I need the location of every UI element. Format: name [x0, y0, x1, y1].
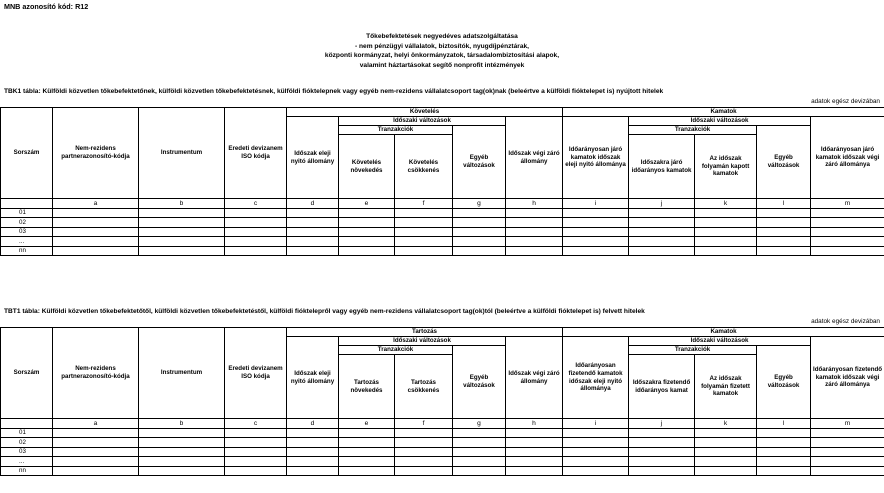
data-cell[interactable]	[811, 429, 884, 438]
letter-cell: m	[811, 419, 884, 429]
data-cell[interactable]	[629, 237, 695, 246]
group-header-transactions-interest: Tranzakciók	[629, 346, 757, 355]
col-header-sorszam: Sorszám	[1, 108, 53, 199]
data-cell[interactable]	[53, 457, 139, 466]
group-header-interest: Kamatok	[563, 328, 884, 337]
data-cell[interactable]	[287, 227, 339, 236]
report-title-line: Tőkebefektetések negyedéves adatszolgáltatása	[366, 33, 518, 40]
data-cell[interactable]	[757, 218, 811, 227]
letter-cell: i	[563, 199, 629, 209]
data-cell[interactable]	[506, 237, 563, 246]
group-header-period-interest: Időszaki változások	[629, 117, 811, 126]
letter-cell: g	[453, 199, 506, 209]
data-cell[interactable]	[757, 438, 811, 447]
col-header-partner: Nem-rezidens partnerazonosító-kódja	[53, 108, 139, 199]
data-cell[interactable]	[563, 438, 629, 447]
data-cell[interactable]	[695, 209, 757, 218]
group-header-transactions-interest: Tranzakciók	[629, 126, 757, 135]
data-cell[interactable]	[139, 218, 225, 227]
data-cell[interactable]	[453, 447, 506, 456]
data-cell[interactable]	[339, 438, 395, 447]
letter-cell: b	[139, 199, 225, 209]
data-cell[interactable]	[225, 429, 287, 438]
group-header-transactions: Tranzakciók	[339, 346, 453, 355]
data-cell[interactable]	[53, 466, 139, 475]
row-number: 02	[1, 218, 53, 227]
table-row	[1, 218, 884, 227]
col-header-d: Időszak eleji nyitó állomány	[287, 117, 339, 199]
row-number: 03	[1, 447, 53, 456]
data-cell[interactable]	[139, 237, 225, 246]
data-cell[interactable]	[695, 447, 757, 456]
col-header-g: Egyéb változások	[453, 126, 506, 199]
letter-cell: j	[629, 419, 695, 429]
data-cell[interactable]	[53, 227, 139, 236]
letter-cell: f	[395, 199, 453, 209]
data-cell[interactable]	[695, 466, 757, 475]
data-cell[interactable]	[395, 457, 453, 466]
letter-cell: c	[225, 199, 287, 209]
letter-cell: k	[695, 199, 757, 209]
data-cell[interactable]	[53, 209, 139, 218]
data-cell[interactable]	[453, 227, 506, 236]
col-header-i: Időarányosan fizetendő kamatok időszak eleji nyitó állománya	[563, 337, 629, 419]
data-cell[interactable]	[339, 227, 395, 236]
data-cell[interactable]	[757, 429, 811, 438]
data-cell[interactable]	[453, 237, 506, 246]
data-cell[interactable]	[563, 218, 629, 227]
letter-cell: h	[506, 199, 563, 209]
row-number: nn	[1, 466, 53, 475]
data-cell[interactable]	[339, 447, 395, 456]
data-cell[interactable]	[629, 227, 695, 236]
data-cell[interactable]	[811, 438, 884, 447]
data-cell[interactable]	[453, 218, 506, 227]
data-cell[interactable]	[506, 246, 563, 255]
data-cell[interactable]	[287, 447, 339, 456]
letter-cell: d	[287, 419, 339, 429]
group-header-main: Követelés	[287, 108, 563, 117]
data-cell[interactable]	[395, 466, 453, 475]
data-cell[interactable]	[563, 246, 629, 255]
row-number: 01	[1, 209, 53, 218]
data-cell[interactable]	[395, 447, 453, 456]
data-cell[interactable]	[563, 237, 629, 246]
data-cell[interactable]	[287, 246, 339, 255]
table-row	[1, 447, 884, 456]
data-cell[interactable]	[53, 447, 139, 456]
data-cell[interactable]	[506, 209, 563, 218]
data-cell[interactable]	[757, 457, 811, 466]
data-cell[interactable]	[506, 438, 563, 447]
table-title-tbk1: TBK1 tábla: Külföldi közvetlen tőkebefektetőnek, külföldi közvetlen tőkebefektetésnek, külföldi fióktelepnek vagy egyéb nem-rezidens vállalatcsoport tag(ok)nak (beleértve a külföldi fióktelepet is) nyújtott hitelek	[4, 88, 664, 95]
data-cell[interactable]	[339, 246, 395, 255]
row-number: 03	[1, 227, 53, 236]
data-cell[interactable]	[757, 237, 811, 246]
data-cell[interactable]	[339, 218, 395, 227]
group-header-period: Időszaki változások	[339, 337, 506, 346]
data-cell[interactable]	[287, 438, 339, 447]
data-cell[interactable]	[139, 227, 225, 236]
col-header-instrument: Instrumentum	[139, 328, 225, 419]
table-row	[1, 227, 884, 236]
data-cell[interactable]	[629, 466, 695, 475]
data-cell[interactable]	[757, 447, 811, 456]
data-cell[interactable]	[287, 457, 339, 466]
row-number: ...	[1, 237, 53, 246]
table-title-tbt1: TBT1 tábla: Külföldi közvetlen tőkebefektetőtől, külföldi közvetlen tőkebefektetéstől, külföldi fióktelepről vagy egyéb nem-rezidens vállalatcsoport tag(ok)tól (beleértve a külföldi fióktelepet is) felvett hitelek	[4, 308, 645, 315]
col-header-currency: Eredeti devizanem ISO kódja	[225, 328, 287, 419]
col-header-e: Követelés növekedés	[339, 135, 395, 199]
data-cell[interactable]	[453, 466, 506, 475]
data-cell[interactable]	[506, 218, 563, 227]
letter-cell: k	[695, 419, 757, 429]
data-cell[interactable]	[139, 246, 225, 255]
letter-cell: e	[339, 419, 395, 429]
row-number: 01	[1, 429, 53, 438]
letter-cell: d	[287, 199, 339, 209]
col-header-k: Az időszak folyamán fizetett kamatok	[695, 355, 757, 419]
data-cell[interactable]	[53, 429, 139, 438]
data-cell[interactable]	[629, 209, 695, 218]
data-cell[interactable]	[629, 447, 695, 456]
table-tbk1	[0, 107, 884, 256]
data-cell[interactable]	[53, 246, 139, 255]
row-number: 02	[1, 438, 53, 447]
data-cell[interactable]	[139, 438, 225, 447]
group-header-period-interest: Időszaki változások	[629, 337, 811, 346]
data-cell[interactable]	[811, 227, 884, 236]
data-cell[interactable]	[629, 438, 695, 447]
report-title-line: - nem pénzügyi vállalatok, biztosítók, nyugdíjpénztárak,	[354, 42, 530, 50]
data-cell[interactable]	[811, 209, 884, 218]
data-cell[interactable]	[395, 438, 453, 447]
col-header-instrument: Instrumentum	[139, 108, 225, 199]
data-cell[interactable]	[563, 457, 629, 466]
data-cell[interactable]	[287, 466, 339, 475]
table-row	[1, 246, 884, 255]
letter-cell: l	[757, 419, 811, 429]
data-cell[interactable]	[629, 246, 695, 255]
data-cell[interactable]	[395, 237, 453, 246]
letter-cell: i	[563, 419, 629, 429]
data-cell[interactable]	[395, 209, 453, 218]
data-cell[interactable]	[506, 429, 563, 438]
data-cell[interactable]	[225, 209, 287, 218]
data-cell[interactable]	[695, 227, 757, 236]
col-header-l: Egyéb változások	[757, 126, 811, 199]
letter-cell: m	[811, 199, 884, 209]
data-cell[interactable]	[695, 246, 757, 255]
data-cell[interactable]	[225, 438, 287, 447]
data-cell[interactable]	[225, 466, 287, 475]
data-cell[interactable]	[695, 237, 757, 246]
data-cell[interactable]	[563, 447, 629, 456]
data-cell[interactable]	[225, 227, 287, 236]
data-cell[interactable]	[225, 447, 287, 456]
data-cell[interactable]	[506, 466, 563, 475]
col-header-d: Időszak eleji nyitó állomány	[287, 337, 339, 419]
data-cell[interactable]	[225, 246, 287, 255]
report-title-line: valamint háztartásokat segítő nonprofit intézmények	[359, 61, 525, 69]
data-cell[interactable]	[225, 237, 287, 246]
col-header-e: Tartozás növekedés	[339, 355, 395, 419]
data-cell[interactable]	[757, 209, 811, 218]
col-header-g: Egyéb változások	[453, 346, 506, 419]
data-cell[interactable]	[757, 466, 811, 475]
row-number: ...	[1, 457, 53, 466]
data-cell[interactable]	[453, 429, 506, 438]
data-cell[interactable]	[339, 457, 395, 466]
data-cell[interactable]	[453, 246, 506, 255]
data-cell[interactable]	[695, 429, 757, 438]
col-header-m: Időarányosan fizetendő kamatok időszak végi záró állománya	[811, 337, 884, 419]
unit-note-tbt1: adatok egész devizában	[811, 318, 880, 325]
letter-cell: h	[506, 419, 563, 429]
data-cell[interactable]	[757, 227, 811, 236]
letter-cell: a	[53, 419, 139, 429]
data-cell[interactable]	[811, 466, 884, 475]
data-cell[interactable]	[53, 237, 139, 246]
data-cell[interactable]	[695, 438, 757, 447]
row-number: nn	[1, 246, 53, 255]
unit-note-tbk1: adatok egész devizában	[811, 98, 880, 105]
letter-cell: j	[629, 199, 695, 209]
letter-cell: b	[139, 419, 225, 429]
data-cell[interactable]	[453, 457, 506, 466]
letter-cell: e	[339, 199, 395, 209]
data-cell[interactable]	[139, 209, 225, 218]
data-cell[interactable]	[695, 218, 757, 227]
data-cell[interactable]	[453, 209, 506, 218]
report-title-line: központi kormányzat, helyi önkormányzatok, társadalombiztosítási alapok,	[324, 52, 560, 59]
table-row	[1, 466, 884, 475]
letter-cell	[1, 199, 53, 209]
table-row	[1, 237, 884, 246]
col-header-h: Időszak végi záró állomány	[506, 117, 563, 199]
data-cell[interactable]	[563, 209, 629, 218]
data-cell[interactable]	[395, 246, 453, 255]
data-cell[interactable]	[453, 438, 506, 447]
col-header-j: Időszakra járó időarányos kamatok	[629, 135, 695, 199]
data-cell[interactable]	[811, 246, 884, 255]
table-row	[1, 429, 884, 438]
data-cell[interactable]	[757, 246, 811, 255]
letter-cell	[1, 419, 53, 429]
col-header-j: Időszakra fizetendő időarányos kamat	[629, 355, 695, 419]
group-header-main: Tartozás	[287, 328, 563, 337]
letter-cell: f	[395, 419, 453, 429]
data-cell[interactable]	[395, 227, 453, 236]
data-cell[interactable]	[287, 209, 339, 218]
data-cell[interactable]	[225, 457, 287, 466]
data-cell[interactable]	[139, 429, 225, 438]
col-header-i: Időarányosan járó kamatok időszak eleji nyitó állománya	[563, 117, 629, 199]
data-cell[interactable]	[395, 218, 453, 227]
data-cell[interactable]	[629, 429, 695, 438]
report-code-label: MNB azonosító kód: R12	[4, 2, 89, 11]
data-cell[interactable]	[139, 466, 225, 475]
data-cell[interactable]	[339, 429, 395, 438]
letter-cell: c	[225, 419, 287, 429]
letter-cell: l	[757, 199, 811, 209]
data-cell[interactable]	[139, 457, 225, 466]
data-cell[interactable]	[811, 218, 884, 227]
data-cell[interactable]	[287, 218, 339, 227]
col-header-h: Időszak végi záró állomány	[506, 337, 563, 419]
data-cell[interactable]	[811, 457, 884, 466]
table-tbt1	[0, 327, 884, 476]
col-header-f: Tartozás csökkenés	[395, 355, 453, 419]
data-cell[interactable]	[811, 237, 884, 246]
data-cell[interactable]	[629, 218, 695, 227]
group-header-transactions: Tranzakciók	[339, 126, 453, 135]
letter-cell: a	[53, 199, 139, 209]
data-cell[interactable]	[506, 447, 563, 456]
table-row	[1, 438, 884, 447]
data-cell[interactable]	[287, 237, 339, 246]
data-cell[interactable]	[53, 438, 139, 447]
group-header-period: Időszaki változások	[339, 117, 506, 126]
data-cell[interactable]	[563, 429, 629, 438]
data-cell[interactable]	[339, 466, 395, 475]
data-cell[interactable]	[139, 447, 225, 456]
data-cell[interactable]	[53, 218, 139, 227]
data-cell[interactable]	[506, 227, 563, 236]
col-header-sorszam: Sorszám	[1, 328, 53, 419]
col-header-f: Követelés csökkenés	[395, 135, 453, 199]
data-cell[interactable]	[563, 466, 629, 475]
data-cell[interactable]	[563, 227, 629, 236]
report-title	[0, 32, 884, 70]
data-cell[interactable]	[339, 209, 395, 218]
data-cell[interactable]	[339, 237, 395, 246]
table-row	[1, 457, 884, 466]
table-row	[1, 209, 884, 218]
col-header-m: Időarányosan járó kamatok időszak végi záró állománya	[811, 117, 884, 199]
letter-cell: g	[453, 419, 506, 429]
col-header-k: Az időszak folyamán kapott kamatok	[695, 135, 757, 199]
col-header-partner: Nem-rezidens partnerazonosító-kódja	[53, 328, 139, 419]
data-cell[interactable]	[287, 429, 339, 438]
data-cell[interactable]	[225, 218, 287, 227]
data-cell[interactable]	[506, 457, 563, 466]
group-header-interest: Kamatok	[563, 108, 884, 117]
data-cell[interactable]	[811, 447, 884, 456]
data-cell[interactable]	[695, 457, 757, 466]
data-cell[interactable]	[629, 457, 695, 466]
data-cell[interactable]	[395, 429, 453, 438]
col-header-currency: Eredeti devizanem ISO kódja	[225, 108, 287, 199]
col-header-l: Egyéb változások	[757, 346, 811, 419]
